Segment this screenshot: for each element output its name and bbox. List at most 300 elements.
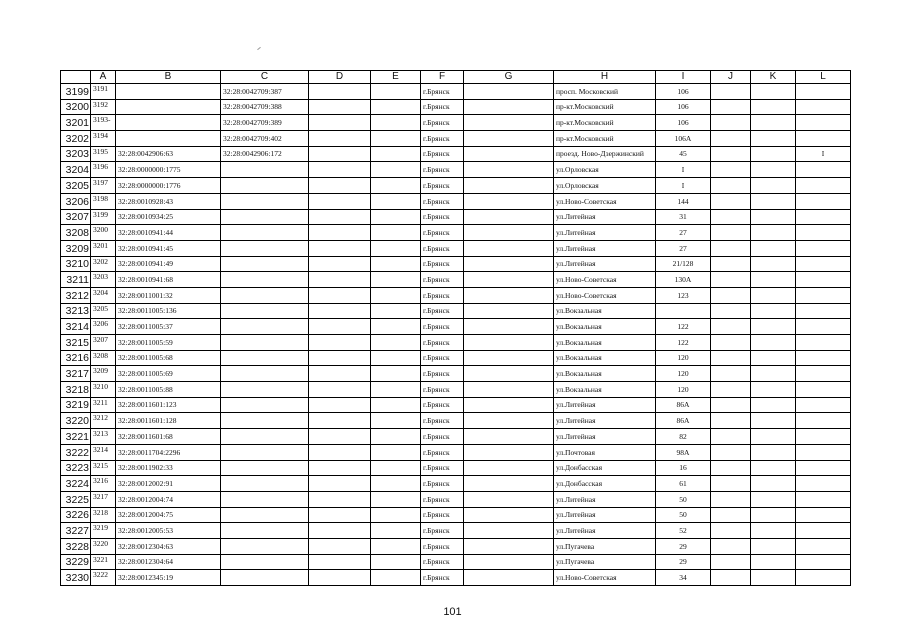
cell-d[interactable] <box>309 397 371 413</box>
cell-h[interactable]: проезд. Ново-Дзержинский <box>554 146 656 162</box>
cell-g[interactable] <box>464 538 554 554</box>
cell-k[interactable] <box>751 131 796 147</box>
cell-i[interactable]: 34 <box>656 570 711 586</box>
cell-b[interactable]: 32:28:0011601:68 <box>116 429 221 445</box>
cell-j[interactable] <box>711 146 751 162</box>
cell-h[interactable]: пр-кт.Московский <box>554 99 656 115</box>
column-header[interactable]: K <box>751 71 796 84</box>
cell-f[interactable]: г.Брянск <box>421 507 464 523</box>
cell-k[interactable] <box>751 162 796 178</box>
cell-h[interactable]: ул.Литейная <box>554 209 656 225</box>
cell-k[interactable] <box>751 272 796 288</box>
cell-c[interactable] <box>221 397 309 413</box>
cell-j[interactable] <box>711 570 751 586</box>
cell-g[interactable] <box>464 272 554 288</box>
cell-l[interactable] <box>796 256 851 272</box>
cell-l[interactable] <box>796 178 851 194</box>
cell-a[interactable]: 3200 <box>91 225 116 241</box>
cell-g[interactable] <box>464 146 554 162</box>
cell-l[interactable]: I <box>796 146 851 162</box>
cell-a[interactable]: 3218 <box>91 507 116 523</box>
cell-d[interactable] <box>309 491 371 507</box>
cell-h[interactable]: ул.Литейная <box>554 397 656 413</box>
cell-a[interactable]: 3199 <box>91 209 116 225</box>
cell-e[interactable] <box>371 476 421 492</box>
cell-d[interactable] <box>309 444 371 460</box>
cell-f[interactable]: г.Брянск <box>421 272 464 288</box>
cell-d[interactable] <box>309 240 371 256</box>
cell-b[interactable]: 32:28:0010934:25 <box>116 209 221 225</box>
cell-j[interactable] <box>711 507 751 523</box>
cell-e[interactable] <box>371 193 421 209</box>
cell-b[interactable]: 32:28:0010941:44 <box>116 225 221 241</box>
cell-c[interactable] <box>221 225 309 241</box>
cell-h[interactable]: ул.Литейная <box>554 507 656 523</box>
cell-a[interactable]: 3215 <box>91 460 116 476</box>
cell-e[interactable] <box>371 84 421 100</box>
row-number[interactable]: 3228 <box>61 538 91 554</box>
row-number[interactable]: 3229 <box>61 554 91 570</box>
cell-g[interactable] <box>464 335 554 351</box>
cell-k[interactable] <box>751 491 796 507</box>
cell-a[interactable]: 3208 <box>91 350 116 366</box>
cell-h[interactable]: ул.Пугачева <box>554 538 656 554</box>
cell-j[interactable] <box>711 115 751 131</box>
column-header[interactable]: J <box>711 71 751 84</box>
cell-i[interactable]: 123 <box>656 287 711 303</box>
cell-l[interactable] <box>796 413 851 429</box>
cell-c[interactable] <box>221 429 309 445</box>
cell-a[interactable]: 3197 <box>91 178 116 194</box>
cell-c[interactable] <box>221 460 309 476</box>
row-number[interactable]: 3215 <box>61 335 91 351</box>
cell-e[interactable] <box>371 350 421 366</box>
cell-k[interactable] <box>751 146 796 162</box>
row-number[interactable]: 3222 <box>61 444 91 460</box>
cell-l[interactable] <box>796 350 851 366</box>
cell-k[interactable] <box>751 193 796 209</box>
column-header[interactable]: B <box>116 71 221 84</box>
cell-l[interactable] <box>796 84 851 100</box>
cell-b[interactable] <box>116 99 221 115</box>
cell-b[interactable]: 32:28:0012005:53 <box>116 523 221 539</box>
cell-j[interactable] <box>711 335 751 351</box>
cell-i[interactable]: 29 <box>656 538 711 554</box>
cell-b[interactable]: 32:28:0011005:88 <box>116 382 221 398</box>
cell-a[interactable]: 3217 <box>91 491 116 507</box>
row-number[interactable]: 3225 <box>61 491 91 507</box>
cell-g[interactable] <box>464 209 554 225</box>
cell-d[interactable] <box>309 335 371 351</box>
cell-e[interactable] <box>371 131 421 147</box>
cell-g[interactable] <box>464 397 554 413</box>
cell-c[interactable]: 32:28:0042906:172 <box>221 146 309 162</box>
cell-a[interactable]: 3214 <box>91 444 116 460</box>
cell-i[interactable]: 106А <box>656 131 711 147</box>
cell-a[interactable]: 3203 <box>91 272 116 288</box>
row-number[interactable]: 3224 <box>61 476 91 492</box>
cell-c[interactable] <box>221 476 309 492</box>
cell-a[interactable]: 3202 <box>91 256 116 272</box>
cell-f[interactable]: г.Брянск <box>421 225 464 241</box>
cell-e[interactable] <box>371 256 421 272</box>
cell-d[interactable] <box>309 225 371 241</box>
cell-d[interactable] <box>309 272 371 288</box>
cell-d[interactable] <box>309 162 371 178</box>
cell-h[interactable]: ул.Вокзальная <box>554 350 656 366</box>
cell-e[interactable] <box>371 460 421 476</box>
cell-b[interactable]: 32:28:0012004:75 <box>116 507 221 523</box>
row-number[interactable]: 3218 <box>61 382 91 398</box>
cell-b[interactable]: 32:28:0011001:32 <box>116 287 221 303</box>
row-number[interactable]: 3208 <box>61 225 91 241</box>
cell-f[interactable]: г.Брянск <box>421 429 464 445</box>
cell-j[interactable] <box>711 178 751 194</box>
cell-d[interactable] <box>309 554 371 570</box>
cell-g[interactable] <box>464 382 554 398</box>
cell-e[interactable] <box>371 319 421 335</box>
cell-l[interactable] <box>796 335 851 351</box>
cell-c[interactable] <box>221 350 309 366</box>
cell-h[interactable]: ул.Литейная <box>554 429 656 445</box>
cell-i[interactable]: 27 <box>656 240 711 256</box>
row-number[interactable]: 3200 <box>61 99 91 115</box>
cell-g[interactable] <box>464 413 554 429</box>
cell-i[interactable] <box>656 303 711 319</box>
cell-j[interactable] <box>711 131 751 147</box>
cell-f[interactable]: г.Брянск <box>421 131 464 147</box>
cell-g[interactable] <box>464 84 554 100</box>
cell-k[interactable] <box>751 287 796 303</box>
row-number[interactable]: 3201 <box>61 115 91 131</box>
cell-a[interactable]: 3207 <box>91 335 116 351</box>
cell-l[interactable] <box>796 287 851 303</box>
cell-b[interactable]: 32:28:0011005:69 <box>116 366 221 382</box>
cell-e[interactable] <box>371 209 421 225</box>
row-number[interactable]: 3219 <box>61 397 91 413</box>
cell-a[interactable]: 3213 <box>91 429 116 445</box>
cell-f[interactable]: г.Брянск <box>421 350 464 366</box>
cell-d[interactable] <box>309 366 371 382</box>
cell-e[interactable] <box>371 99 421 115</box>
cell-g[interactable] <box>464 240 554 256</box>
cell-b[interactable]: 32:28:0010941:49 <box>116 256 221 272</box>
cell-g[interactable] <box>464 507 554 523</box>
cell-c[interactable] <box>221 193 309 209</box>
cell-a[interactable]: 3194 <box>91 131 116 147</box>
cell-c[interactable] <box>221 272 309 288</box>
cell-h[interactable]: ул.Вокзальная <box>554 319 656 335</box>
cell-l[interactable] <box>796 476 851 492</box>
cell-i[interactable]: 52 <box>656 523 711 539</box>
cell-h[interactable]: пр-кт.Московский <box>554 115 656 131</box>
cell-k[interactable] <box>751 460 796 476</box>
cell-l[interactable] <box>796 444 851 460</box>
cell-d[interactable] <box>309 287 371 303</box>
cell-d[interactable] <box>309 193 371 209</box>
cell-g[interactable] <box>464 287 554 303</box>
cell-f[interactable]: г.Брянск <box>421 240 464 256</box>
cell-k[interactable] <box>751 444 796 460</box>
cell-l[interactable] <box>796 162 851 178</box>
cell-a[interactable]: 3204 <box>91 287 116 303</box>
row-number[interactable]: 3216 <box>61 350 91 366</box>
cell-d[interactable] <box>309 146 371 162</box>
cell-f[interactable]: г.Брянск <box>421 538 464 554</box>
cell-b[interactable]: 32:28:0010941:45 <box>116 240 221 256</box>
cell-b[interactable]: 32:28:0012304:63 <box>116 538 221 554</box>
cell-b[interactable]: 32:28:0011704:2296 <box>116 444 221 460</box>
cell-i[interactable]: 50 <box>656 491 711 507</box>
cell-c[interactable] <box>221 444 309 460</box>
cell-a[interactable]: 3210 <box>91 382 116 398</box>
cell-l[interactable] <box>796 382 851 398</box>
cell-d[interactable] <box>309 303 371 319</box>
cell-a[interactable]: 3201 <box>91 240 116 256</box>
cell-e[interactable] <box>371 491 421 507</box>
cell-h[interactable]: ул.Орловская <box>554 162 656 178</box>
row-number[interactable]: 3227 <box>61 523 91 539</box>
row-number[interactable]: 3230 <box>61 570 91 586</box>
cell-d[interactable] <box>309 507 371 523</box>
cell-f[interactable]: г.Брянск <box>421 523 464 539</box>
cell-l[interactable] <box>796 429 851 445</box>
cell-c[interactable] <box>221 413 309 429</box>
cell-k[interactable] <box>751 554 796 570</box>
cell-d[interactable] <box>309 523 371 539</box>
cell-l[interactable] <box>796 240 851 256</box>
column-header[interactable]: F <box>421 71 464 84</box>
row-number[interactable]: 3209 <box>61 240 91 256</box>
cell-a[interactable]: 3205 <box>91 303 116 319</box>
cell-b[interactable]: 32:28:0012002:91 <box>116 476 221 492</box>
cell-c[interactable]: 32:28:0042709:389 <box>221 115 309 131</box>
cell-i[interactable]: 50 <box>656 507 711 523</box>
cell-g[interactable] <box>464 162 554 178</box>
row-number[interactable]: 3217 <box>61 366 91 382</box>
cell-c[interactable] <box>221 523 309 539</box>
cell-j[interactable] <box>711 413 751 429</box>
cell-l[interactable] <box>796 131 851 147</box>
cell-e[interactable] <box>371 413 421 429</box>
cell-l[interactable] <box>796 570 851 586</box>
cell-f[interactable]: г.Брянск <box>421 99 464 115</box>
cell-c[interactable] <box>221 382 309 398</box>
cell-c[interactable] <box>221 303 309 319</box>
cell-b[interactable]: 32:28:0012004:74 <box>116 491 221 507</box>
cell-i[interactable]: 61 <box>656 476 711 492</box>
cell-k[interactable] <box>751 570 796 586</box>
cell-f[interactable]: г.Брянск <box>421 382 464 398</box>
cell-g[interactable] <box>464 303 554 319</box>
cell-c[interactable]: 32:28:0042709:402 <box>221 131 309 147</box>
cell-a[interactable]: 3206 <box>91 319 116 335</box>
cell-k[interactable] <box>751 507 796 523</box>
cell-a[interactable]: 3195 <box>91 146 116 162</box>
cell-i[interactable]: 106 <box>656 99 711 115</box>
cell-g[interactable] <box>464 476 554 492</box>
cell-k[interactable] <box>751 335 796 351</box>
cell-e[interactable] <box>371 225 421 241</box>
cell-b[interactable]: 32:28:0011601:123 <box>116 397 221 413</box>
cell-g[interactable] <box>464 429 554 445</box>
cell-d[interactable] <box>309 178 371 194</box>
cell-a[interactable]: 3222 <box>91 570 116 586</box>
cell-k[interactable] <box>751 225 796 241</box>
cell-e[interactable] <box>371 382 421 398</box>
cell-i[interactable]: 86А <box>656 397 711 413</box>
cell-g[interactable] <box>464 178 554 194</box>
cell-g[interactable] <box>464 523 554 539</box>
cell-e[interactable] <box>371 115 421 131</box>
cell-j[interactable] <box>711 209 751 225</box>
cell-b[interactable]: 32:28:0000000:1776 <box>116 178 221 194</box>
cell-k[interactable] <box>751 397 796 413</box>
cell-d[interactable] <box>309 413 371 429</box>
cell-i[interactable]: 21/128 <box>656 256 711 272</box>
cell-j[interactable] <box>711 397 751 413</box>
cell-j[interactable] <box>711 444 751 460</box>
cell-j[interactable] <box>711 162 751 178</box>
cell-h[interactable]: ул.Вокзальная <box>554 303 656 319</box>
cell-h[interactable]: просп. Московский <box>554 84 656 100</box>
cell-l[interactable] <box>796 319 851 335</box>
cell-d[interactable] <box>309 382 371 398</box>
cell-j[interactable] <box>711 287 751 303</box>
cell-a[interactable]: 3209 <box>91 366 116 382</box>
cell-e[interactable] <box>371 570 421 586</box>
cell-b[interactable]: 32:28:0011601:128 <box>116 413 221 429</box>
cell-e[interactable] <box>371 303 421 319</box>
cell-h[interactable]: ул.Ново-Советская <box>554 272 656 288</box>
row-number[interactable]: 3226 <box>61 507 91 523</box>
cell-l[interactable] <box>796 491 851 507</box>
cell-l[interactable] <box>796 225 851 241</box>
cell-i[interactable]: 122 <box>656 335 711 351</box>
cell-h[interactable]: ул.Литейная <box>554 523 656 539</box>
cell-b[interactable] <box>116 115 221 131</box>
cell-e[interactable] <box>371 538 421 554</box>
cell-h[interactable]: ул.Ново-Советская <box>554 287 656 303</box>
cell-b[interactable]: 32:28:0012345:19 <box>116 570 221 586</box>
cell-c[interactable] <box>221 538 309 554</box>
cell-i[interactable]: I <box>656 178 711 194</box>
cell-b[interactable] <box>116 84 221 100</box>
cell-l[interactable] <box>796 303 851 319</box>
row-number[interactable]: 3223 <box>61 460 91 476</box>
cell-e[interactable] <box>371 178 421 194</box>
cell-a[interactable]: 3216 <box>91 476 116 492</box>
cell-b[interactable]: 32:28:0042906:63 <box>116 146 221 162</box>
cell-f[interactable]: г.Брянск <box>421 84 464 100</box>
cell-k[interactable] <box>751 523 796 539</box>
cell-c[interactable] <box>221 240 309 256</box>
cell-e[interactable] <box>371 444 421 460</box>
cell-b[interactable]: 32:28:0010928:43 <box>116 193 221 209</box>
column-header[interactable]: A <box>91 71 116 84</box>
cell-f[interactable]: г.Брянск <box>421 335 464 351</box>
cell-c[interactable] <box>221 162 309 178</box>
cell-j[interactable] <box>711 84 751 100</box>
cell-h[interactable]: ул.Литейная <box>554 256 656 272</box>
cell-h[interactable]: ул.Вокзальная <box>554 382 656 398</box>
cell-d[interactable] <box>309 131 371 147</box>
cell-f[interactable]: г.Брянск <box>421 115 464 131</box>
cell-j[interactable] <box>711 319 751 335</box>
cell-d[interactable] <box>309 99 371 115</box>
cell-e[interactable] <box>371 397 421 413</box>
cell-k[interactable] <box>751 178 796 194</box>
cell-k[interactable] <box>751 303 796 319</box>
cell-a[interactable]: 3211 <box>91 397 116 413</box>
cell-d[interactable] <box>309 350 371 366</box>
cell-i[interactable]: 27 <box>656 225 711 241</box>
row-number[interactable]: 3212 <box>61 287 91 303</box>
cell-l[interactable] <box>796 193 851 209</box>
cell-b[interactable]: 32:28:0000000:1775 <box>116 162 221 178</box>
cell-e[interactable] <box>371 335 421 351</box>
cell-d[interactable] <box>309 256 371 272</box>
column-header[interactable]: E <box>371 71 421 84</box>
column-header[interactable]: D <box>309 71 371 84</box>
cell-i[interactable]: 106 <box>656 84 711 100</box>
cell-f[interactable]: г.Брянск <box>421 178 464 194</box>
cell-k[interactable] <box>751 538 796 554</box>
cell-l[interactable] <box>796 272 851 288</box>
cell-a[interactable]: 3196 <box>91 162 116 178</box>
cell-a[interactable]: 3198 <box>91 193 116 209</box>
cell-g[interactable] <box>464 319 554 335</box>
cell-d[interactable] <box>309 115 371 131</box>
cell-g[interactable] <box>464 99 554 115</box>
corner-cell[interactable] <box>61 71 91 84</box>
cell-l[interactable] <box>796 209 851 225</box>
cell-a[interactable]: 3219 <box>91 523 116 539</box>
cell-g[interactable] <box>464 444 554 460</box>
cell-h[interactable]: ул.Литейная <box>554 225 656 241</box>
cell-e[interactable] <box>371 507 421 523</box>
row-number[interactable]: 3199 <box>61 84 91 100</box>
cell-c[interactable] <box>221 209 309 225</box>
cell-f[interactable]: г.Брянск <box>421 444 464 460</box>
column-header[interactable]: G <box>464 71 554 84</box>
cell-l[interactable] <box>796 554 851 570</box>
cell-a[interactable]: 3193- <box>91 115 116 131</box>
cell-j[interactable] <box>711 538 751 554</box>
cell-l[interactable] <box>796 99 851 115</box>
cell-e[interactable] <box>371 523 421 539</box>
cell-g[interactable] <box>464 570 554 586</box>
cell-h[interactable]: ул.Литейная <box>554 413 656 429</box>
cell-j[interactable] <box>711 523 751 539</box>
cell-i[interactable]: 120 <box>656 350 711 366</box>
cell-f[interactable]: г.Брянск <box>421 209 464 225</box>
cell-i[interactable]: 31 <box>656 209 711 225</box>
cell-j[interactable] <box>711 554 751 570</box>
row-number[interactable]: 3206 <box>61 193 91 209</box>
cell-a[interactable]: 3212 <box>91 413 116 429</box>
cell-d[interactable] <box>309 476 371 492</box>
cell-f[interactable]: г.Брянск <box>421 256 464 272</box>
cell-h[interactable]: ул.Литейная <box>554 240 656 256</box>
row-number[interactable]: 3220 <box>61 413 91 429</box>
cell-a[interactable]: 3192 <box>91 99 116 115</box>
cell-g[interactable] <box>464 491 554 507</box>
cell-c[interactable] <box>221 570 309 586</box>
cell-i[interactable]: 16 <box>656 460 711 476</box>
cell-i[interactable]: 98А <box>656 444 711 460</box>
cell-c[interactable] <box>221 256 309 272</box>
